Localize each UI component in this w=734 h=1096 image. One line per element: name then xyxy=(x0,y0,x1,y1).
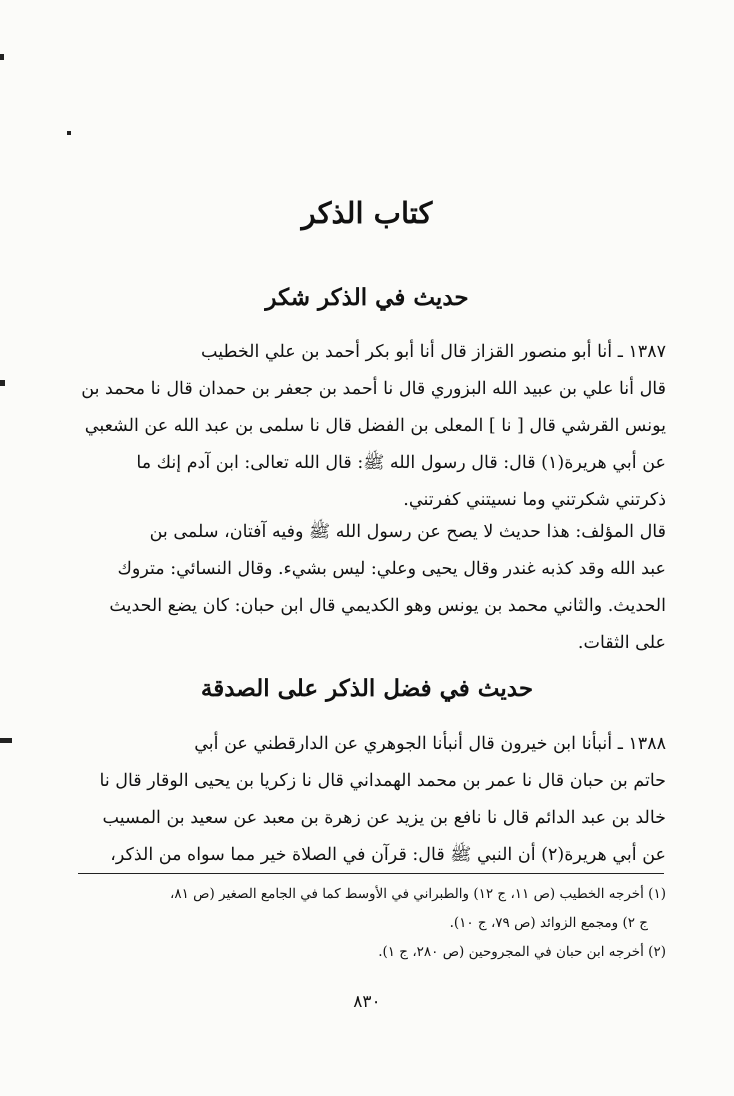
author-comment xyxy=(74,514,666,662)
section-title-2: حديث في فضل الذكر على الصدقة xyxy=(200,675,534,702)
hadith-1387 xyxy=(74,334,666,519)
text-line: قال المؤلف: هذا حديث لا يصح عن رسول الله ﷺ وفيه آفتان، سلمى بن xyxy=(149,522,666,542)
text-line: عن أبي هريرة(٢) أن النبي ﷺ قال: قرآن في الصلاة خير مما سواه من الذكر، xyxy=(110,845,666,865)
text-line: يونس القرشي قال [ نا ] المعلى بن الفضل قال نا سلمى بن عبد الله عن الشعبي xyxy=(84,416,666,436)
text-line: ١٣٨٧ ـ أنا أبو منصور القزاز قال أنا أبو بكر أحمد بن علي الخطيب xyxy=(201,342,666,362)
footnote-line: (١) أخرجه الخطيب (ص ١١، ج ١٢) والطبراني في الأوسط كما في الجامع الصغير (ص ٨١، xyxy=(169,886,666,902)
footnote-line: ج ٢) ومجمع الزوائد (ص ٧٩، ج ١٠). xyxy=(449,915,648,931)
scan-mark xyxy=(0,54,4,60)
hadith-1388 xyxy=(74,726,666,874)
text-line: ذكرتني شكرتني وما نسيتني كفرتني. xyxy=(403,490,666,510)
scan-mark xyxy=(0,380,5,386)
book-title: كتاب الذكر xyxy=(301,196,433,230)
text-line: عن أبي هريرة(١) قال: قال رسول الله ﷺ: قال الله تعالى: ابن آدم إنك ما xyxy=(136,453,666,473)
text-line: الحديث. والثاني محمد بن يونس وهو الكديمي قال ابن حبان: كان يضع الحديث xyxy=(109,596,666,616)
text-line: ١٣٨٨ ـ أنبأنا ابن خيرون قال أنبأنا الجوهري عن الدارقطني عن أبي xyxy=(194,734,666,754)
footnotes xyxy=(74,880,666,967)
page-number: ٨٣٠ xyxy=(353,992,381,1012)
text-line: خالد بن عبد الدائم قال نا نافع بن يزيد عن زهرة بن معبد عن سعيد بن المسيب xyxy=(102,808,666,828)
text-line: حاتم بن حبان قال نا عمر بن محمد الهمداني قال نا زكريا بن يحيى الوقار قال نا xyxy=(99,771,666,791)
scan-mark xyxy=(0,738,12,743)
footnote-divider xyxy=(78,873,664,874)
text-line: قال أنا علي بن عبيد الله البزوري قال نا أحمد بن جعفر بن حمدان قال نا محمد بن xyxy=(81,379,666,399)
scan-mark xyxy=(67,131,71,135)
section-title-1: حديث في الذكر شكر xyxy=(265,284,469,311)
text-line: عبد الله وقد كذبه غندر وقال يحيى وعلي: ليس بشيء. وقال النسائي: متروك xyxy=(117,559,666,579)
text-line: على الثقات. xyxy=(577,633,666,653)
footnote-line: (٢) أخرجه ابن حبان في المجروحين (ص ٢٨٠، ج ١). xyxy=(378,944,666,960)
